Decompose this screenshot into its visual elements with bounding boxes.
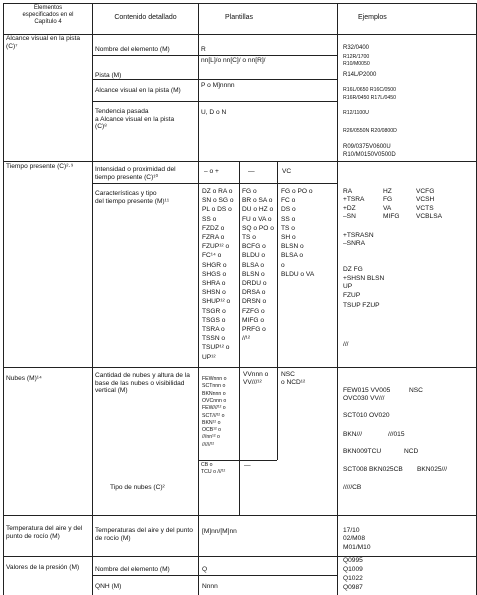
header-col-content: Contenido detallado <box>114 14 177 21</box>
clouds-example: /////CB <box>343 484 362 491</box>
weather-code-item: BLSN o <box>281 243 304 251</box>
weather-code-item: TSSN o <box>202 335 226 343</box>
weather-example: HZ <box>383 188 392 195</box>
section-divider <box>3 556 477 557</box>
weather-code-item: SHGS o <box>202 270 227 278</box>
row-divider <box>92 575 337 576</box>
weather-code-item: DU o HZ o <box>242 206 274 214</box>
weather-example: RA <box>343 188 353 195</box>
weather-code-item: FU o VA o <box>242 215 272 223</box>
clouds-example: SCT008 BKN025CB <box>343 466 403 473</box>
element-rvr-label: Alcance visual en la pista (C)⁷ <box>6 35 81 50</box>
weather-example: VCTS <box>416 205 434 212</box>
rvr-example: R32/0400 <box>343 45 370 51</box>
element-pressure-label: Valores de la presión (M) <box>6 564 80 571</box>
weather-example: –SN <box>343 213 356 220</box>
column-divider-1 <box>92 3 93 595</box>
rvr-example: R10/M0150V0500D <box>343 152 396 158</box>
weather-code-item: PRFG o <box>242 326 266 333</box>
clouds-example: SCT010 OV020 <box>343 412 390 419</box>
row-divider <box>198 460 277 461</box>
weather-code-item: BLDU o VA <box>281 270 315 278</box>
weather-example: +TSRASN <box>343 232 374 239</box>
weather-code-item: DRSA o <box>242 289 266 297</box>
subcolumn-divider <box>239 161 240 367</box>
weather-content-intensity: Intensidad o proximidad del tiempo presente (C)¹⁰ <box>95 166 176 181</box>
row-divider <box>92 55 337 56</box>
weather-example: VCSH <box>416 196 435 203</box>
rvr-content-range: Alcance visual en la pista (M) <box>95 87 181 94</box>
temperature-example: M01/M10 <box>343 544 371 551</box>
pressure-example: Q0995 <box>343 557 363 564</box>
rvr-content-name: Nombre del elemento (M) <box>95 46 170 53</box>
header-col-elements: Elementos especificados en el Capítulo 4 <box>22 5 74 25</box>
weather-code-item: TSGR o <box>202 307 226 315</box>
weather-code-item: TSRA o <box>202 326 225 333</box>
weather-code-item: BCFG o <box>242 243 266 251</box>
weather-code-item: SHSN o <box>202 289 226 297</box>
weather-code-item: //¹² <box>242 335 251 343</box>
header-col-examples: Ejemplos <box>358 14 387 21</box>
cloud-code-item: FEWnnn o <box>202 376 227 382</box>
rvr-example: R14L/P2000 <box>343 72 377 78</box>
rvr-example: R09/0375V0600U <box>343 144 391 150</box>
temperature-example: 02/M08 <box>343 535 365 542</box>
weather-code-item: FZFG o <box>242 307 265 315</box>
cloud-code-item: OCB¹² o <box>202 427 222 434</box>
cloud-code-item: //////¹² <box>202 441 215 448</box>
temperature-example: 17/10 <box>343 527 360 534</box>
rvr-example: R16L/0650 R16C/0500 <box>343 87 397 93</box>
clouds-example: BKN025/// <box>417 466 448 473</box>
clouds-content-type: Tipo de nubes (C)² <box>110 484 165 491</box>
weather-code-item: FZDZ o <box>202 224 225 232</box>
weather-code-item: SHRA o <box>202 280 226 287</box>
clouds-example: ///015 <box>388 431 405 438</box>
element-clouds-label: Nubes (M)¹⁴ <box>6 375 42 382</box>
pressure-content-name: Nombre del elemento (M) <box>95 566 170 573</box>
subcolumn-divider <box>277 367 278 460</box>
weather-example: VCBLSA <box>416 213 443 220</box>
weather-code-item: BLSN o <box>242 270 265 278</box>
weather-code-item: UP¹² <box>202 353 216 361</box>
pressure-example: Q0987 <box>343 584 363 591</box>
cloud-code-item: FEW///¹² o <box>202 405 226 412</box>
weather-code-item: SS o <box>281 215 296 223</box>
weather-example: +SHSN BLSN <box>343 275 385 282</box>
weather-code-item: BLSA o <box>242 261 264 269</box>
cloud-code-item: BKNnnn o <box>202 390 226 397</box>
temperature-content: Temperaturas del aire y del punto de rocío (M) <box>95 527 193 542</box>
rvr-tpl-name: R <box>201 46 206 53</box>
weather-example: TSUP FZUP <box>343 302 380 309</box>
weather-code-item: DS o <box>281 206 296 214</box>
rvr-tpl-runway: nn[L]/o nn[C]/ o nn[R]/ <box>201 57 266 64</box>
rvr-content-runway: Pista (M) <box>95 72 122 79</box>
clouds-example: NCD <box>404 448 419 455</box>
weather-code-item: FC¹⁴ o <box>202 252 222 260</box>
weather-code-item: SQ o PO o <box>242 224 274 232</box>
clouds-tpl-type: TCU o ///¹² <box>201 469 226 475</box>
rvr-example: R12R/1700 <box>343 54 370 60</box>
clouds-content-amount: Cantidad de nubes y altura de la base de las nubes o visibilidad vertical (M) <box>95 372 190 395</box>
weather-code-item: TS o <box>242 234 256 241</box>
weather-tpl-intensity: – o + <box>204 168 219 175</box>
weather-example: –SNRA <box>343 240 365 247</box>
row-divider <box>92 101 337 102</box>
weather-code-item: FC o <box>281 197 296 205</box>
rvr-content-tendency: Tendencia pasada a Alcance visual en la pista (C)⁸ <box>95 108 175 131</box>
cloud-code-item: SCT///¹² o <box>202 412 225 419</box>
weather-code-item: FG o PO o <box>281 188 313 195</box>
element-temperature-label: Temperatura del aire y del punto de rocío (M) <box>6 525 83 540</box>
table-border-left <box>3 3 4 595</box>
weather-code-item: DRSN o <box>242 298 267 306</box>
weather-code-item: TSUP¹² o <box>202 344 230 352</box>
clouds-example: OVC030 VV/// <box>343 395 385 402</box>
weather-code-item: o <box>281 261 285 269</box>
weather-code-item: MIFG o <box>242 316 264 324</box>
clouds-tpl-vertical-visibility: VVnnn o VV///¹² <box>243 371 269 386</box>
section-divider <box>3 515 477 516</box>
weather-tpl-vicinity: VC <box>282 168 292 175</box>
element-weather-label: Tiempo presente (C)²·⁹ <box>6 163 74 170</box>
weather-code-item: SN o SG o <box>202 197 234 205</box>
weather-example: VA <box>383 205 392 212</box>
cloud-code-item: BKN¹² o <box>202 419 221 426</box>
pressure-example: Q1009 <box>343 566 363 573</box>
weather-code-item: BLDU o <box>242 252 266 260</box>
weather-example: UP <box>343 283 353 290</box>
clouds-example: BKN009TCU <box>343 448 382 455</box>
pressure-tpl-qnh: Nnnn <box>202 583 218 590</box>
rvr-example: R12/1100U <box>343 110 369 116</box>
rvr-example: R26/0550N R20/0800D <box>343 128 397 134</box>
weather-code-item: SH o <box>281 234 296 241</box>
weather-code-item: FZRA o <box>202 234 225 241</box>
rvr-tpl-range: P o M]nnnn <box>201 82 235 89</box>
weather-code-item: BLSA o <box>281 252 303 260</box>
clouds-example: NSC <box>409 387 423 394</box>
cloud-code-item: SCTnnn o <box>202 383 226 390</box>
clouds-tpl-nsc: NSC o NCD¹² <box>281 371 306 386</box>
column-divider-3 <box>337 3 338 595</box>
clouds-example: BKN/// <box>343 431 363 438</box>
row-divider <box>92 183 337 184</box>
weather-code-item: DZ o RA o <box>202 188 233 195</box>
weather-tpl-intensity-none: — <box>248 168 255 175</box>
section-divider <box>3 161 477 162</box>
pressure-tpl-name: Q <box>202 566 208 573</box>
header-col-templates: Plantillas <box>225 14 254 21</box>
weather-code-item: SS o <box>202 215 217 223</box>
rvr-example: R10/M0050 <box>343 61 370 67</box>
weather-code-item: TSGS o <box>202 316 226 324</box>
pressure-content-qnh: QNH (M) <box>95 583 122 590</box>
table-border-top <box>3 3 477 4</box>
weather-example: FZUP <box>343 292 361 299</box>
subcolumn-divider <box>239 367 240 515</box>
weather-code-item: BR o SA o <box>242 197 273 205</box>
rvr-example: R16R/0450 R17L/0450 <box>343 95 397 101</box>
weather-code-item: DRDU o <box>242 280 267 287</box>
weather-example: +TSRA <box>343 196 365 203</box>
cloud-code-item: OVCnnn o <box>202 397 227 404</box>
clouds-tpl-type-none: — <box>244 462 251 469</box>
weather-example: VCFG <box>416 188 435 195</box>
row-divider <box>92 79 337 80</box>
weather-example: FG <box>383 196 393 203</box>
weather-code-item: SHUP¹² o <box>202 298 231 306</box>
weather-code-item: FZUP¹² o <box>202 243 230 251</box>
weather-code-item: SHGR o <box>202 261 227 269</box>
weather-example: DZ FG <box>343 266 363 273</box>
clouds-tpl-type: CB o <box>201 462 213 468</box>
clouds-example: FEW015 VV005 <box>343 387 391 394</box>
section-divider <box>3 367 477 368</box>
rvr-tpl-tendency: U, D o N <box>201 109 227 116</box>
weather-content-chars: Características y tipo del tiempo presente (M)¹¹ <box>95 190 170 205</box>
temperature-tpl: [M]nn/[M]nn <box>202 528 237 535</box>
weather-example: +DZ <box>343 205 356 212</box>
column-divider-2 <box>198 3 199 595</box>
weather-code-item: FG o <box>242 188 257 195</box>
subcolumn-divider <box>277 161 278 367</box>
cloud-code-item: ///nn¹² o <box>202 434 220 441</box>
weather-code-item: PL o DS o <box>202 206 232 214</box>
weather-example: MIFG <box>383 213 400 220</box>
weather-example: /// <box>343 341 349 348</box>
weather-code-item: TS o <box>281 224 295 232</box>
pressure-example: Q1022 <box>343 575 363 582</box>
